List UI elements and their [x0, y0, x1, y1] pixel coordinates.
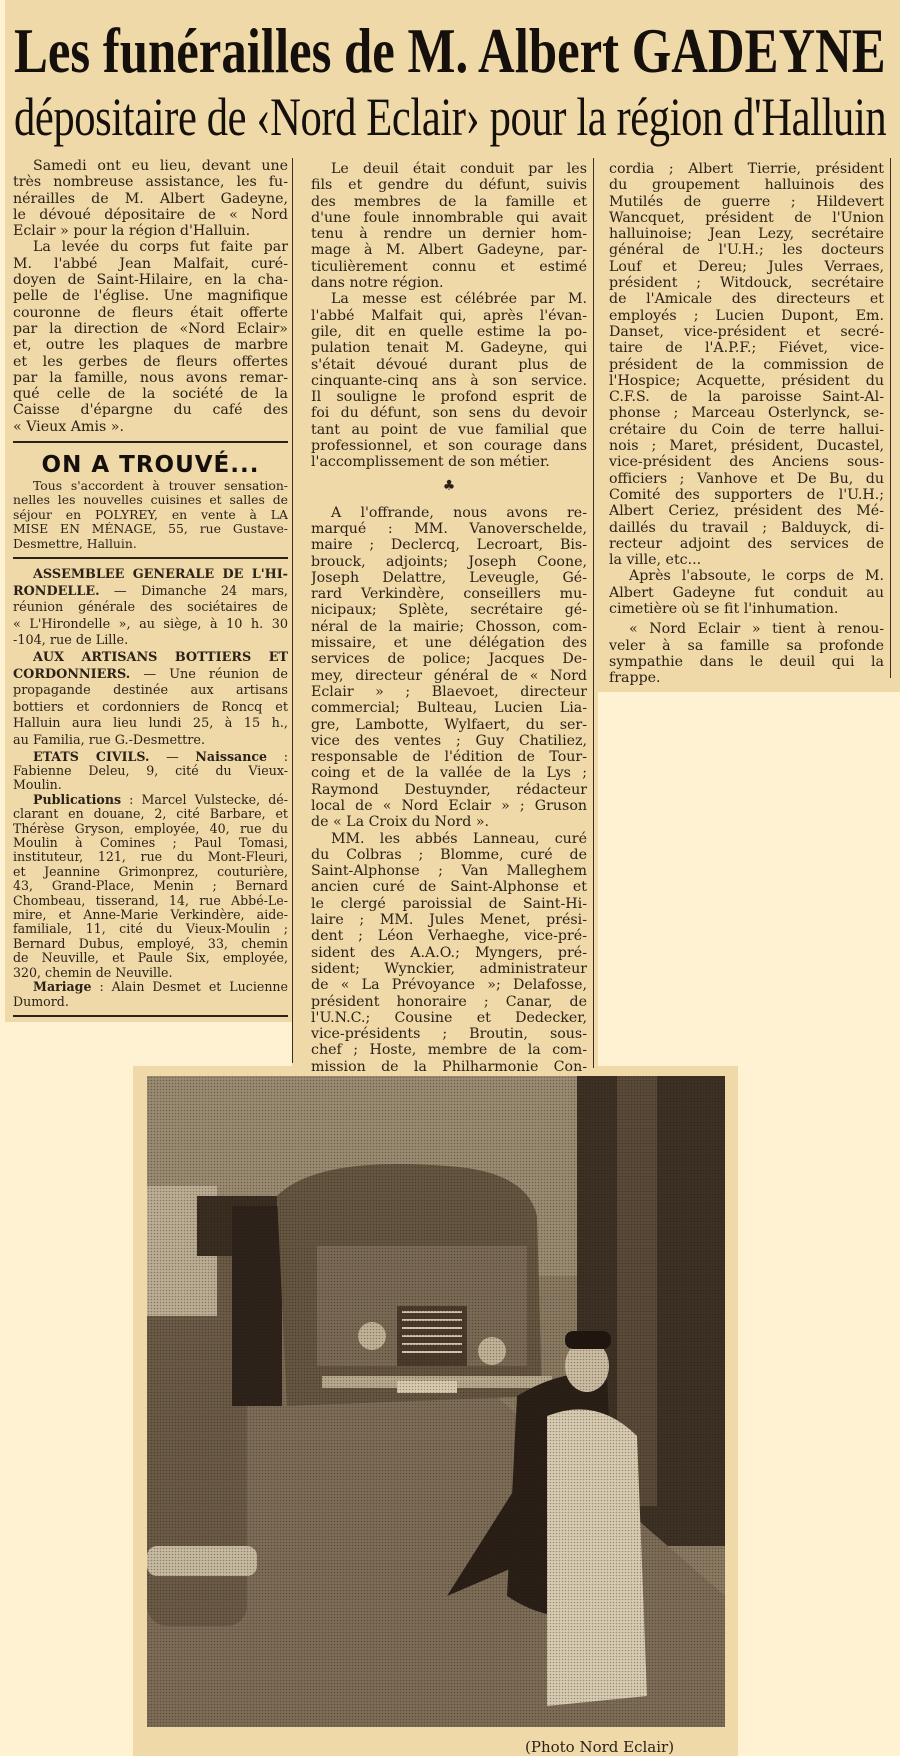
text-line: Après l'absoute, le corps de M.	[629, 568, 884, 585]
text-line: vice-président des Anciens sous-	[609, 454, 884, 471]
bold-lead: ETATS CIVILS.	[33, 749, 150, 764]
text-line: des membres de la famille et	[311, 193, 587, 210]
text-line	[13, 650, 288, 667]
text-line: responsable de l'édition de Tour-	[311, 749, 587, 766]
text-line: et, outre les plaques de marbre	[13, 337, 288, 354]
bold-lead: Mariage	[33, 980, 92, 995]
paragraph	[311, 291, 587, 470]
text-line: mey, directeur général de « Nord	[311, 667, 587, 684]
bold-lead: CORDONNIERS.	[13, 666, 131, 682]
paragraph	[13, 980, 288, 1009]
text-line: très nombreuse assistance, les fu-	[13, 174, 288, 191]
text-line: nelles les nouvelles cuisines et salles de	[13, 493, 288, 508]
text-line: cinquante-cinq ans à son service.	[311, 372, 587, 389]
paragraph	[13, 567, 288, 650]
text-line: Tous s'accordent à trouver sensation-	[33, 479, 288, 494]
text-line: « Vieux Amis ».	[13, 418, 124, 435]
text-line: cordia ; Albert Tierrie, président	[609, 161, 884, 177]
text-line: l'abbé Malfait qui, après l'évan-	[311, 307, 587, 324]
text-line: missaire, et une délégation des	[311, 635, 587, 652]
trefoil-ornament-icon: ♣	[442, 477, 456, 494]
text-line: gile, dit en quelle estime la po-	[311, 323, 587, 340]
text-line: Fabienne Deleu, 9, cité du Vieux-	[13, 764, 288, 779]
text-line: couronne de fleurs était offerte	[13, 304, 288, 321]
text-line: bottiers et cordonniers de Roncq et	[13, 699, 288, 715]
bold-lead: ASSEMBLEE GENERALE DE L'HI-	[33, 567, 288, 583]
text-run: — Une réunion de	[130, 666, 288, 682]
text-line: ancien curé de Saint-Alphonse et	[311, 879, 587, 896]
text-line: de Neuville, et Paule Six, employée,	[13, 951, 288, 966]
text-line: taire de l'A.P.F.; Fiévet, vice-	[609, 340, 884, 357]
text-line: Il souligne le profond esprit de	[311, 389, 587, 406]
photo-caption: (Photo Nord Eclair)	[525, 1738, 675, 1756]
text-line	[13, 567, 288, 584]
paragraph	[13, 239, 288, 435]
text-line: Comité des supporters de l'U.H.;	[609, 486, 884, 503]
text-line: frappe.	[609, 670, 661, 687]
text-line: du Colbras ; Blomme, curé de	[311, 846, 587, 863]
text-line: sympathie dans le deuil qui la	[609, 653, 884, 670]
text-line: Louf et Dereu; Jules Verraes,	[609, 258, 884, 275]
text-line: Dumord.	[13, 994, 69, 1009]
text-line: recteur adjoint des services de	[609, 535, 884, 552]
text-line: Joseph Delattre, Leveugle, Gé-	[311, 569, 587, 586]
text-line: services de police; Jacques De-	[311, 651, 587, 668]
text-line: l'U.N.C.; Cousine et Dedecker,	[311, 1009, 587, 1026]
article-column-3	[609, 161, 884, 687]
text-line: 320, chemin de Neuville.	[13, 965, 173, 980]
text-run: : Marcel Vulstecke, dé-	[121, 792, 288, 807]
text-line	[13, 667, 288, 684]
text-line: professionnel, et son courage dans	[311, 438, 587, 455]
section-rule	[13, 557, 288, 559]
subheadline: dépositaire de ‹Nord Eclair› pour la région d'Halluin	[14, 87, 887, 147]
paragraph	[13, 479, 288, 551]
text-line: président ; Witdouck, secrétaire	[609, 275, 884, 292]
text-line: MM. les abbés Lanneau, curé	[331, 830, 587, 847]
paragraph	[609, 161, 884, 568]
text-line: Mutilés de guerre ; Hildevert	[609, 193, 884, 210]
text-line: l'Hospice; Acquette, président du	[609, 372, 884, 389]
paragraph	[13, 793, 288, 980]
text-line: le clergé paroissial de Saint-Hi-	[311, 895, 587, 912]
text-line: M. l'abbé Jean Malfait, curé-	[13, 255, 288, 272]
text-line: Wancquet, président de l'Union	[609, 209, 884, 226]
text-line: Eclair » pour la région d'Halluin.	[13, 223, 251, 240]
text-line: Halluin aura lieu lundi 25, à 15 h.,	[13, 716, 288, 732]
text-line: crétaire du Coin de terre hallui-	[609, 421, 884, 438]
text-line	[13, 793, 288, 807]
text-line: daillés du travail ; Balduyck, di-	[609, 519, 884, 536]
paragraph	[311, 831, 587, 1075]
text-line: du groupement halluinois des	[609, 177, 884, 194]
funeral-procession-photo	[147, 1076, 725, 1727]
bold-lead: RONDELLE.	[13, 583, 100, 599]
text-line	[13, 584, 288, 601]
text-line: président honoraire ; Canar, de	[311, 993, 587, 1010]
text-run: :	[267, 749, 288, 764]
text-line: propagande destinée aux artisans	[13, 683, 288, 699]
text-line: La levée du corps fut faite par	[33, 239, 288, 256]
text-line: de « La Croix du Nord ».	[311, 814, 490, 831]
text-line: Albert Ceriez, président des Mé-	[609, 503, 884, 520]
text-line: sident des A.A.O.; Myngers, pré-	[311, 944, 587, 961]
text-line: MISE EN MÉNAGE, 55, rue Gustave-	[13, 522, 288, 537]
text-line: Samedi ont eu lieu, devant une	[33, 158, 288, 174]
text-line: gre, Lambotte, Wylfaert, du ser-	[311, 716, 587, 733]
text-line: d'une foule innombrable qui avait	[311, 209, 587, 226]
paragraph	[609, 568, 884, 617]
text-line: Albert Gadeyne fut conduit au	[609, 584, 884, 601]
text-line: vice des ventes ; Guy Chatiliez,	[311, 732, 587, 749]
text-line: Caisse d'épargne du café des	[13, 402, 288, 419]
text-line: Danset, vice-président et secré-	[609, 323, 884, 340]
bold-lead: Naissance	[195, 749, 268, 764]
text-line: la ville, etc...	[609, 552, 702, 569]
text-line: pelle de l'église. Une magnifique	[13, 288, 288, 305]
text-line: s'était dévoué durant plus de	[311, 356, 587, 373]
text-line: dans notre région.	[311, 275, 444, 292]
text-line: maire ; Declercq, Lecroart, Bis-	[311, 537, 587, 554]
text-line: le dévoué dépositaire de « Nord	[13, 206, 288, 223]
text-line: Moulin à Comines ; Paul Tomasi,	[13, 836, 288, 851]
paragraph	[609, 621, 884, 686]
text-line: Raymond Destuynder, rédacteur	[311, 781, 587, 798]
text-line: séjour en POLYREY, en vente à LA	[13, 507, 288, 522]
text-line: au Familia, rue G.-Desmettre.	[13, 733, 206, 749]
bold-lead: AUX ARTISANS BOTTIERS ET	[33, 650, 288, 666]
column-divider	[890, 158, 891, 678]
text-line: local de « Nord Eclair » ; Gruson	[311, 797, 587, 814]
text-line: coing et de la vallée de la Lys ;	[311, 765, 587, 782]
text-line: nérailles de M. Albert Gadeyne,	[13, 190, 288, 207]
text-line: président de la commission de	[609, 356, 884, 373]
headline: Les funérailles de M. Albert GADEYNE	[14, 15, 886, 86]
text-line: qué celle de la société de la	[13, 386, 288, 403]
bold-lead: Publications	[33, 792, 122, 807]
article-column-2	[311, 161, 587, 1075]
text-line: fils et gendre du défunt, suivis	[311, 177, 587, 194]
paragraph	[13, 650, 288, 750]
text-line: par la famille, nous avons remar-	[13, 369, 288, 386]
text-run: —	[149, 749, 196, 764]
text-line: rard Verkindère, conseillers mu-	[311, 586, 587, 603]
text-line: clarant en douane, 2, cité Barbare, et	[13, 807, 288, 822]
text-line: commercial; Bulteau, Lucien Lia-	[311, 700, 587, 717]
column-divider	[292, 158, 293, 1063]
text-line: mage à M. Albert Gadeyne, par-	[311, 242, 587, 259]
text-line: vice-présidents ; Broutin, sous-	[311, 1026, 587, 1043]
text-line: et les gerbes de fleurs offertes	[13, 353, 288, 370]
text-line: mire, et Anne-Marie Verkindère, aide-	[13, 908, 288, 923]
text-line	[13, 980, 288, 994]
paragraph	[13, 750, 288, 793]
text-line: Thérèse Gryson, employée, 40, rue du	[13, 821, 288, 836]
text-run: : Alain Desmet et Lucienne	[91, 980, 288, 995]
column-divider	[593, 158, 594, 1068]
text-line: tant au point de vue familial que	[311, 421, 587, 438]
text-line: Moulin.	[13, 778, 62, 793]
text-line: néral de la mairie; Chosson, com-	[311, 618, 587, 635]
text-line: brouck, adjoints; Joseph Coone,	[311, 553, 587, 570]
text-line: Bernard Dubus, employé, 33, chemin	[13, 936, 288, 951]
text-line: nicipaux; Splète, secrétaire gé-	[311, 602, 587, 619]
paragraph	[311, 161, 587, 291]
text-run: — Dimanche 24 mars,	[99, 583, 288, 599]
text-line: employés ; Lucien Dupont, Em.	[609, 307, 884, 324]
section-rule	[13, 1015, 288, 1017]
text-line: veler à sa famille sa profonde	[609, 637, 884, 654]
text-line: « L'Hirondelle », au siège, à 10 h. 30	[13, 616, 288, 632]
text-line: mission de la Philharmonie Con-	[311, 1058, 587, 1075]
section-rule	[13, 441, 288, 443]
text-line: A l'offrande, nous avons re-	[331, 504, 587, 521]
text-line: chef ; Hoste, membre de la com-	[311, 1042, 587, 1059]
text-line: La messe est célébrée par M.	[331, 291, 587, 308]
text-line: ticulièrement connu et estimé	[311, 258, 587, 275]
text-line: -104, rue de Lille.	[13, 633, 129, 649]
text-line: phonse ; Marceau Osterlynck, se-	[609, 405, 884, 422]
text-line: marqué : MM. Vanoverschelde,	[311, 520, 587, 537]
text-line: instituteur, 121, rue du Mont-Fleuri,	[13, 850, 288, 865]
text-line: dent ; Léon Verhaeghe, vice-pré-	[311, 928, 587, 945]
text-line: Chombeau, tisserand, 14, rue Abbé-Le-	[13, 893, 288, 908]
text-line: Eclair » ; Blaevoet, directeur	[311, 683, 587, 700]
text-line: Saint-Alphonse ; Van Malleghem	[311, 863, 587, 880]
text-line: par la direction de «Nord Eclair»	[13, 320, 288, 337]
text-line: de « La Prévoyance »; Delafosse,	[311, 977, 587, 994]
ad-heading: ON A TROUVÉ...	[41, 452, 260, 479]
text-line: C.F.S. de la paroisse Saint-Al-	[609, 389, 884, 406]
text-line: et Jeannine Grimonprez, couturière,	[13, 864, 288, 879]
text-line: officiers ; Vanhove et De Bu, du	[609, 470, 884, 487]
text-line: général de l'U.H.; les docteurs	[609, 242, 884, 259]
text-line: 43, Grand-Place, Menin ; Bernard	[13, 879, 288, 894]
text-line: tenu à rendre un dernier hom-	[311, 226, 587, 243]
text-line: halluinoise; Jean Lezy, secrétaire	[609, 226, 884, 243]
text-line: cimetière où se fit l'inhumation.	[609, 601, 839, 618]
text-line	[13, 750, 288, 764]
text-line: Desmettre, Halluin.	[13, 536, 137, 551]
text-line: foi du défunt, son sens du devoir	[311, 405, 587, 422]
article-column-1	[13, 158, 288, 1025]
text-line: pulation tenait M. Gadeyne, qui	[311, 340, 587, 357]
text-line: sident; Wynckier, administrateur	[311, 960, 587, 977]
text-line: « Nord Eclair » tient à renou-	[629, 621, 884, 638]
text-line: Le deuil était conduit par les	[331, 161, 587, 177]
paragraph	[13, 158, 288, 239]
text-line: laire ; MM. Jules Menet, prési-	[311, 912, 587, 929]
text-line: familiale, 11, cité du Vieux-Moulin ;	[13, 922, 288, 937]
text-line: réunion générale des sociétaires de	[13, 600, 288, 616]
text-line: doyen de Saint-Hilaire, en la cha-	[13, 272, 288, 289]
text-line: de l'Amicale des directeurs et	[609, 291, 884, 308]
text-line: nois ; Maret, président, Ducastel,	[609, 438, 884, 455]
paragraph	[311, 505, 587, 831]
text-line: l'accomplissement de son métier.	[311, 454, 550, 471]
